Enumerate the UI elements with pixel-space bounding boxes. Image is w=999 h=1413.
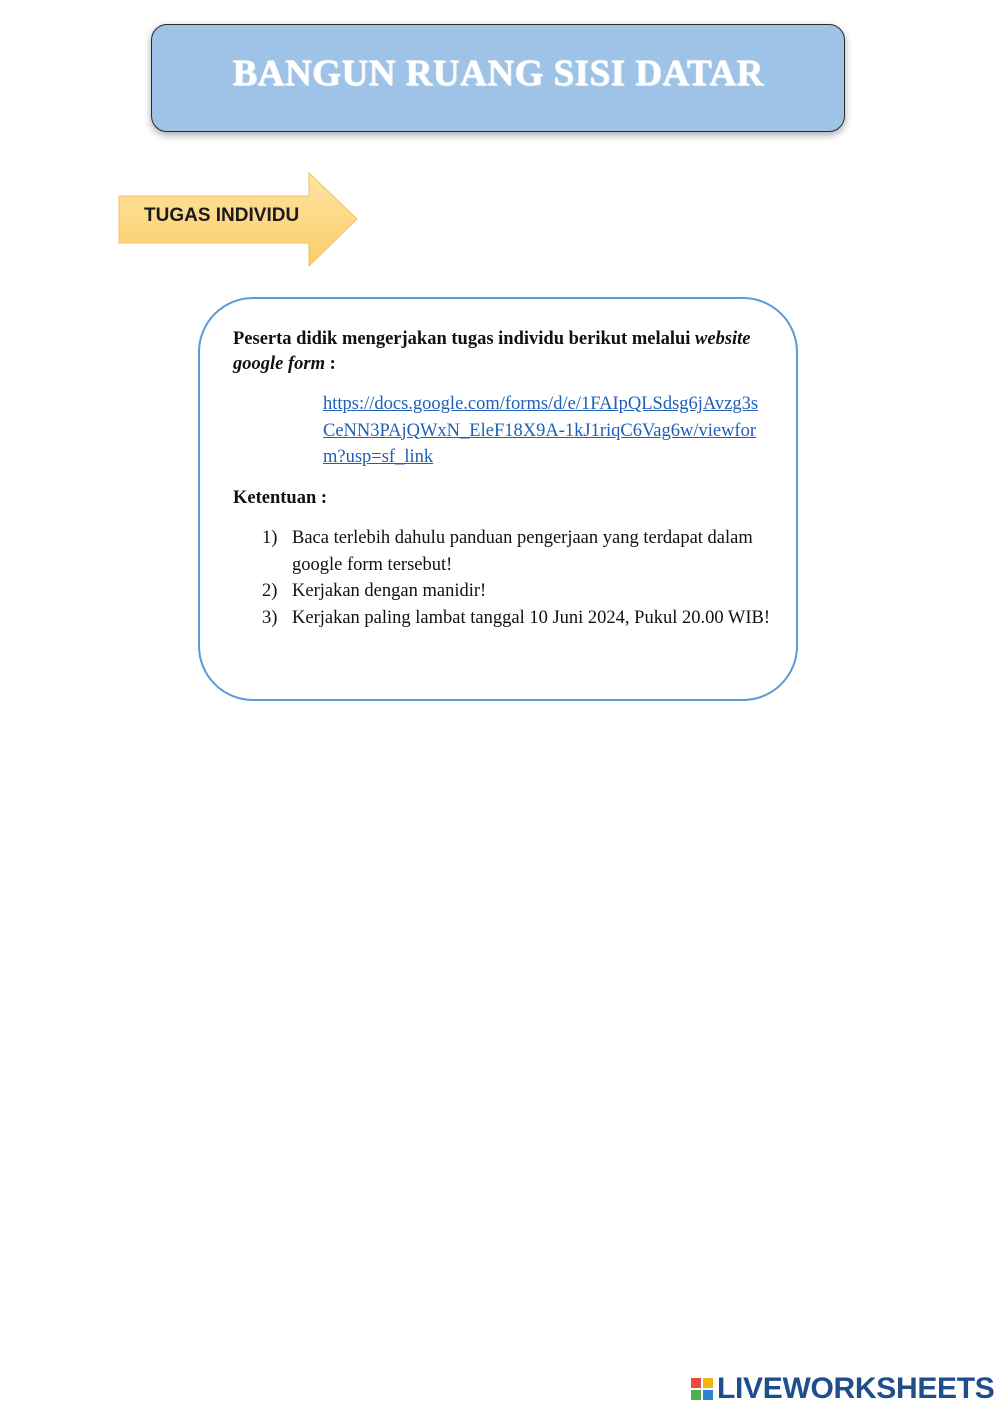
list-item [262, 525, 770, 578]
list-item-number: 3) [262, 607, 278, 628]
google-form-link[interactable]: https://docs.google.com/forms/d/e/1FAIpQLSdsg6jAvzg3sCeNN3PAjQWxN_EleF18X9A-1kJ1riqC6Vag6w/viewform?usp=sf_link [323, 394, 759, 467]
rules-list [262, 525, 770, 631]
page-title: BANGUN RUANG SISI DATAR [232, 52, 764, 94]
list-item-number: 1) [262, 528, 278, 548]
intro-text: Peserta didik mengerjakan tugas individu berikut melalui [233, 329, 691, 349]
list-item-number: 2) [262, 581, 278, 601]
task-box [198, 297, 798, 701]
liveworksheets-logo-icon [690, 1377, 714, 1401]
intro-suffix: : [324, 354, 336, 374]
list-item-text: Kerjakan dengan manidir! [292, 581, 487, 601]
brand-name: LIVEWORKSHEETS [717, 1372, 995, 1405]
list-item-text: Kerjakan paling lambat tanggal 10 Juni 2024, Pukul 20.00 WIB! [292, 607, 771, 628]
title-banner [151, 24, 845, 132]
list-item [262, 605, 770, 632]
section-label: TUGAS INDIVIDU [144, 205, 300, 226]
brand-footer [690, 1374, 995, 1404]
task-intro [233, 327, 773, 377]
rules-heading: Ketentuan : [233, 488, 328, 508]
section-arrow [118, 172, 358, 267]
intro-italic: website google form [233, 329, 751, 374]
list-item-text: Baca terlebih dahulu panduan pengerjaan yang terdapat dalam google form tersebut! [292, 528, 753, 575]
list-item [262, 578, 770, 605]
